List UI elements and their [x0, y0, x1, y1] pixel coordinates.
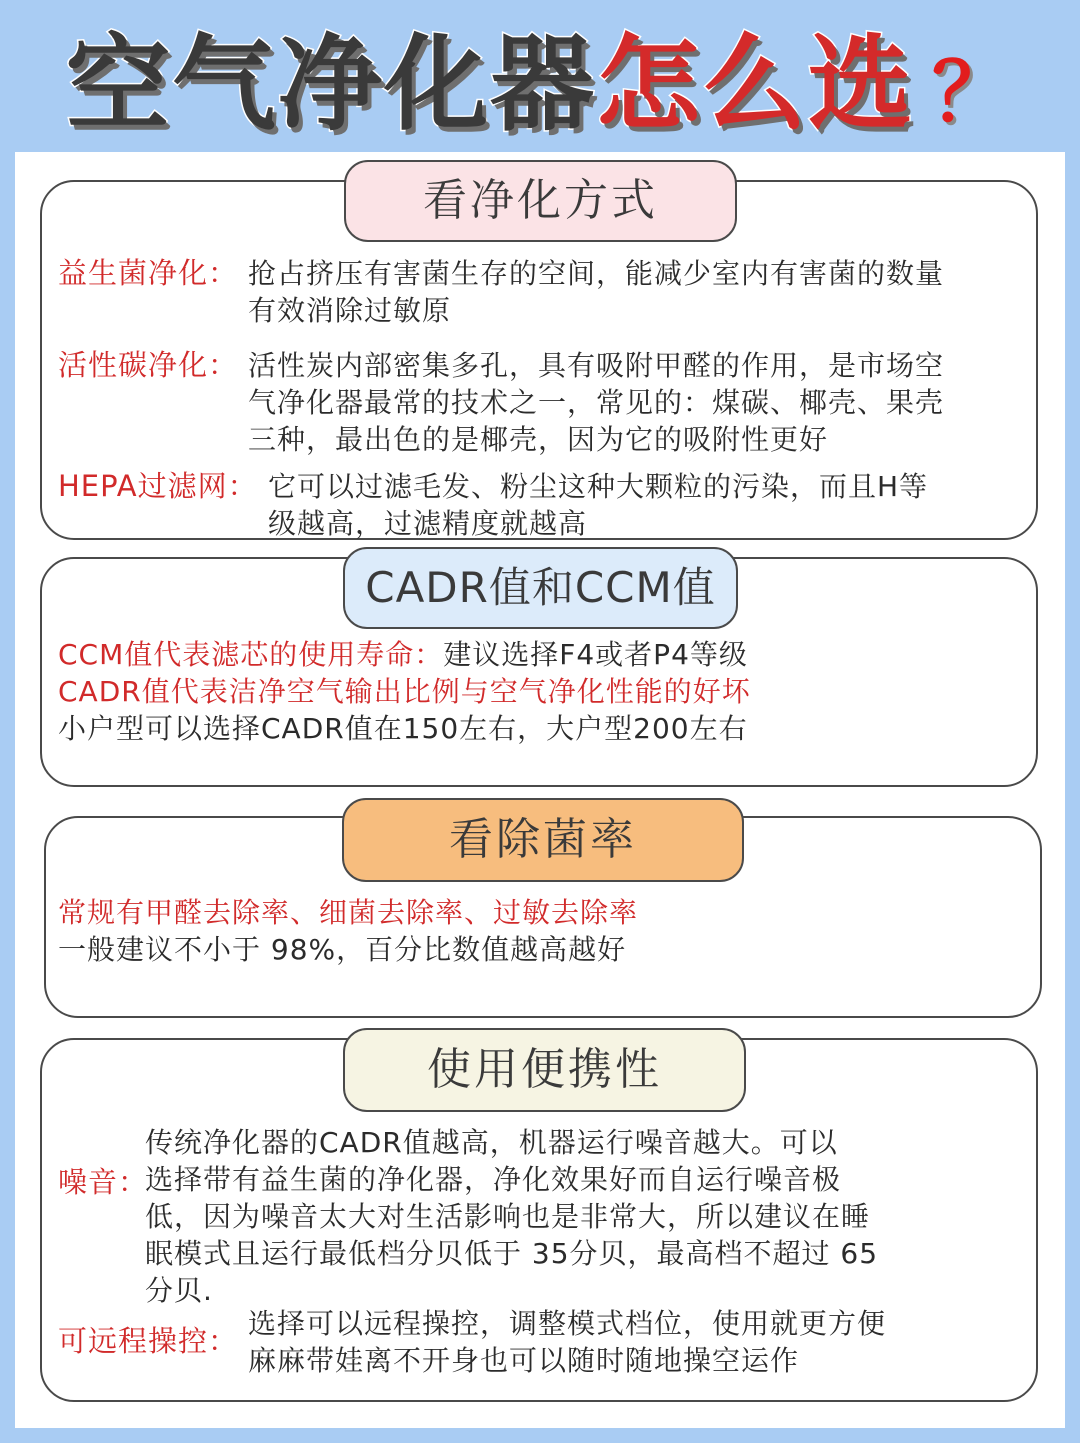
text-hepa: 它可以过滤毛发、粉尘这种大颗粒的污染，而且H等 级越高，过滤精度就越高 [268, 470, 929, 540]
heading-text: 看除菌率 [449, 814, 637, 865]
ccm-label: CCM值代表滤芯的使用寿命： [58, 638, 444, 671]
text-remote-control: 选择可以远程操控，调整模式档位，使用就更方便 麻麻带娃离不开身也可以随时随地操空运作 [248, 1307, 887, 1377]
heading-text: CADR值和CCM值 [365, 563, 716, 612]
text-noise: 传统净化器的CADR值越高，机器运行噪音越大。可以 选择带有益生菌的净化器，净化效果好而自运行噪音极 低，因为噪音太大对生活影响也是非常大，所以建议在睡 眠模式且运行最低档分贝低于 35分贝，最高档不超过 65 分贝. [145, 1126, 879, 1307]
label-noise: 噪音： [58, 1165, 149, 1199]
sterilization-body [58, 894, 638, 968]
ccm-text: 建议选择F4或者P4等级 [443, 638, 748, 671]
title-main: 空气净化器 [65, 23, 596, 145]
text-probiotic: 抢占挤压有害菌生存的空间，能减少室内有害菌的数量 有效消除过敏原 [248, 257, 945, 327]
removal-advice: 一般建议不小于 98%，百分比数值越高越好 [58, 933, 627, 966]
cadr-ccm-body [58, 636, 751, 747]
section-heading-portability [343, 1028, 746, 1112]
section-heading-cadr-ccm [343, 547, 738, 629]
heading-text: 使用便携性 [427, 1044, 662, 1095]
label-remote-control: 可远程操控： [58, 1324, 239, 1358]
title-accent: 怎么选 [596, 23, 915, 145]
title-question-mark: ？ [932, 46, 1015, 139]
section-heading-sterilization-rate [342, 798, 744, 882]
label-hepa: HEPA过滤网： [58, 469, 258, 503]
text-activated-carbon: 活性炭内部密集多孔，具有吸附甲醛的作用，是市场空 气净化器最常的技术之一，常见的：煤碳、椰壳、果壳 三种，最出色的是椰壳，因为它的吸附性更好 [248, 349, 945, 456]
page-title [0, 22, 1080, 147]
section-heading-purification-methods [344, 160, 737, 242]
heading-text: 看净化方式 [423, 175, 658, 226]
cadr-label: CADR值代表洁净空气输出比例与空气净化性能的好坏 [58, 675, 751, 708]
label-activated-carbon: 活性碳净化： [58, 348, 239, 382]
label-probiotic: 益生菌净化： [58, 256, 239, 290]
cadr-text: 小户型可以选择CADR值在150左右，大户型200左右 [58, 712, 748, 745]
removal-rates: 常规有甲醛去除率、细菌去除率、过敏去除率 [58, 896, 639, 929]
